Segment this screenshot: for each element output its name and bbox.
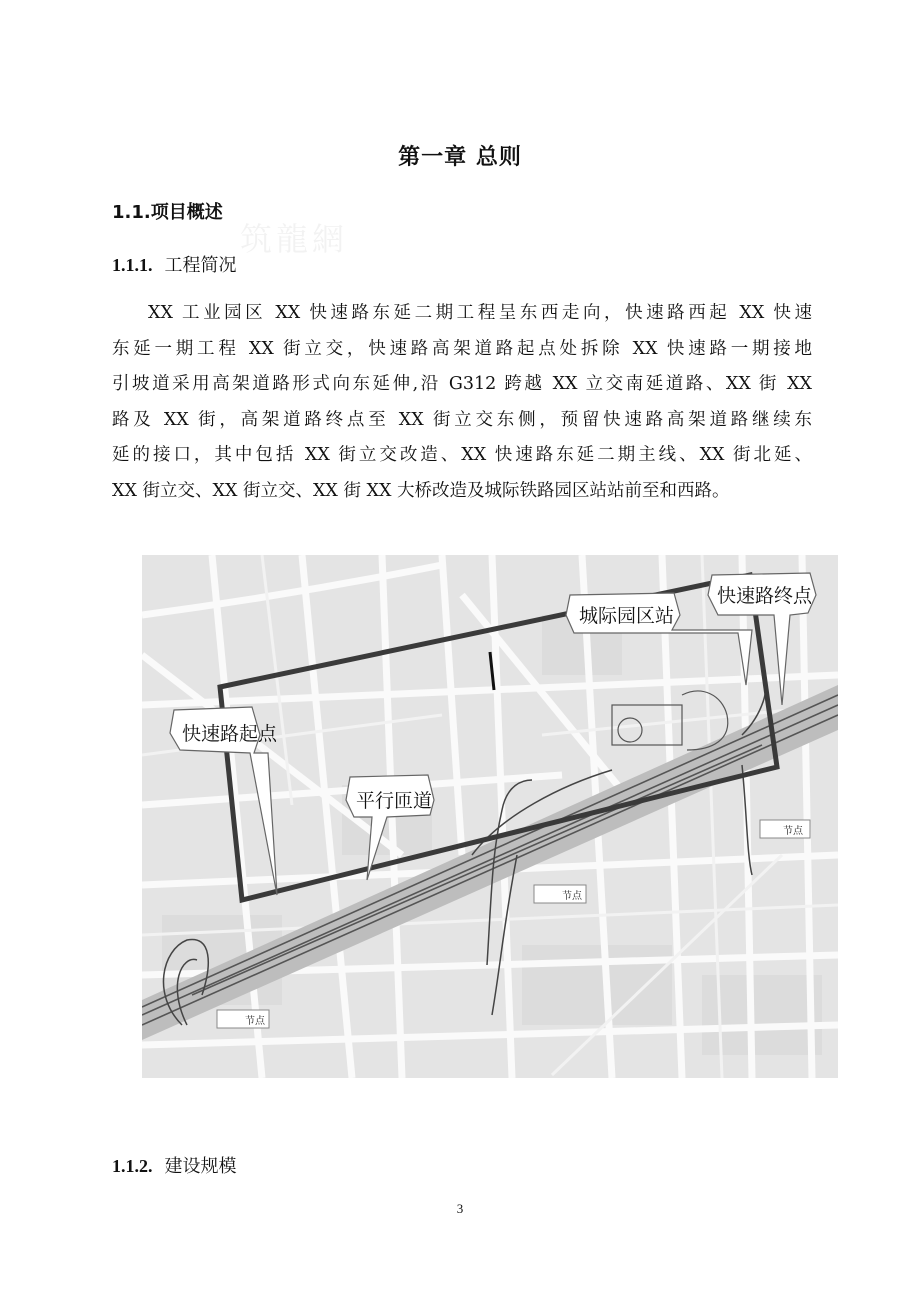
page-number: 3 — [456, 1201, 464, 1216]
node-tag-label: 节点 — [245, 1016, 265, 1027]
section-title: 项目概述 — [150, 202, 223, 223]
paragraph-line: 东延一期工程 XX 街立交，快速路高架道路起点处拆除 XX 快速路一期接地 — [112, 338, 812, 359]
project-overview-paragraph — [112, 296, 812, 509]
map-drawing — [142, 555, 838, 1078]
chapter-title: 第一章 总则 — [398, 145, 522, 170]
callout-parallel-road-label: 平行匝道 — [356, 790, 433, 812]
callout-station-label: 城际园区站 — [579, 605, 675, 627]
subsection-number: 1.1.2. — [112, 1156, 153, 1176]
paragraph-line: XX 工业园区 XX 快速路东延二期工程呈东西走向，快速路西起 XX 快速 — [148, 303, 812, 323]
node-tag-2 — [534, 885, 586, 903]
watermark: 筑龍網 — [240, 220, 349, 258]
section-number: 1.1. — [112, 202, 151, 223]
subsection-heading-2 — [112, 1152, 237, 1178]
node-tag-label: 节点 — [562, 891, 582, 902]
project-location-map — [142, 555, 838, 1078]
paragraph-line: 延的接口，其中包括 XX 街立交改造、XX 快速路东延二期主线、XX 街北延、 — [112, 445, 812, 465]
node-tag-1 — [760, 820, 810, 838]
subsection-title: 工程简况 — [164, 255, 237, 276]
paragraph-line: 路及 XX 街，高架道路终点至 XX 街立交东侧，预留快速路高架道路继续东 — [112, 409, 812, 430]
callout-end-label: 快速路终点 — [717, 585, 813, 607]
section-heading — [112, 198, 223, 224]
subsection-number: 1.1.1. — [112, 255, 153, 275]
callout-start-label: 快速路起点 — [182, 723, 278, 745]
paragraph-line: XX 街立交、XX 街立交、XX 街 XX 大桥改造及城际铁路园区站站前至和西路。 — [112, 480, 730, 501]
subsection-heading-1 — [112, 251, 237, 277]
subsection-title: 建设规模 — [164, 1156, 237, 1177]
node-tag-label: 节点 — [783, 826, 803, 837]
paragraph-line: 引坡道采用高架道路形式向东延伸,沿 G312 跨越 XX 立交南延道路、XX 街 XX — [112, 374, 812, 394]
node-tag-3 — [217, 1010, 269, 1028]
